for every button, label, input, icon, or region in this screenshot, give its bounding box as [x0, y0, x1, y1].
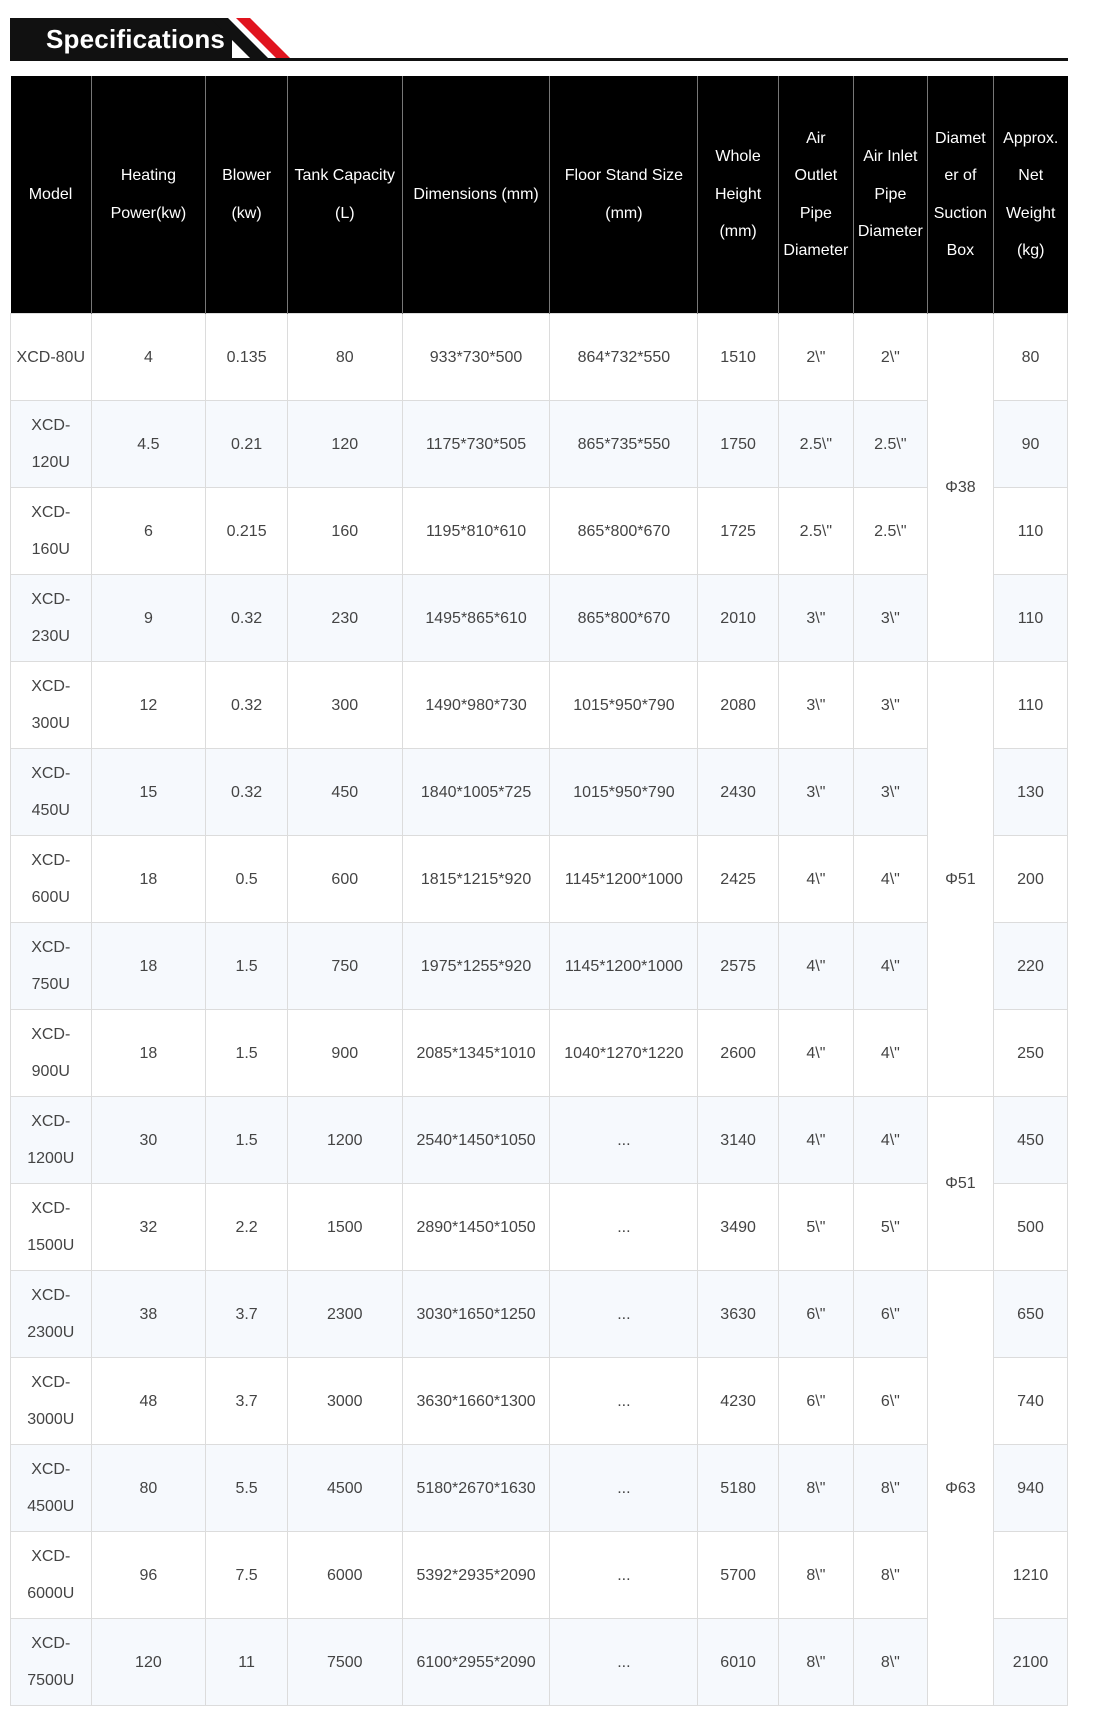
- air-inlet-cell: 4\": [853, 1097, 927, 1184]
- dimensions-cell: 933*730*500: [402, 314, 550, 401]
- whole-height-cell: 3490: [698, 1184, 779, 1271]
- tank-capacity-cell: 120: [287, 401, 402, 488]
- tank-capacity-cell: 4500: [287, 1445, 402, 1532]
- blower-cell: 11: [206, 1619, 288, 1706]
- heating-power-cell: 80: [91, 1445, 206, 1532]
- table-row: [11, 1271, 1068, 1358]
- blower-cell: 1.5: [206, 1010, 288, 1097]
- tank-capacity-cell: 600: [287, 836, 402, 923]
- column-header-whole-height: Whole Height (mm): [698, 76, 779, 314]
- dimensions-cell: 2540*1450*1050: [402, 1097, 550, 1184]
- table-row: [11, 1358, 1068, 1445]
- heating-power-cell: 120: [91, 1619, 206, 1706]
- heating-power-cell: 9: [91, 575, 206, 662]
- whole-height-cell: 2575: [698, 923, 779, 1010]
- air-inlet-cell: 3\": [853, 662, 927, 749]
- heating-power-cell: 30: [91, 1097, 206, 1184]
- air-outlet-cell: 8\": [778, 1619, 853, 1706]
- column-header-air-outlet: Air Outlet Pipe Diameter: [778, 76, 853, 314]
- net-weight-cell: 220: [993, 923, 1067, 1010]
- tank-capacity-cell: 3000: [287, 1358, 402, 1445]
- air-inlet-cell: 8\": [853, 1619, 927, 1706]
- blower-cell: 0.32: [206, 662, 288, 749]
- specifications-table: [10, 76, 1068, 1706]
- heating-power-cell: 96: [91, 1532, 206, 1619]
- floor-stand-cell: 1015*950*790: [550, 749, 698, 836]
- model-cell: XCD-900U: [11, 1010, 92, 1097]
- air-outlet-cell: 2\": [778, 314, 853, 401]
- heating-power-cell: 6: [91, 488, 206, 575]
- air-outlet-cell: 4\": [778, 923, 853, 1010]
- dimensions-cell: 1490*980*730: [402, 662, 550, 749]
- air-inlet-cell: 6\": [853, 1271, 927, 1358]
- whole-height-cell: 2430: [698, 749, 779, 836]
- blower-cell: 1.5: [206, 923, 288, 1010]
- air-inlet-cell: 2\": [853, 314, 927, 401]
- air-outlet-cell: 3\": [778, 662, 853, 749]
- whole-height-cell: 2600: [698, 1010, 779, 1097]
- specifications-header: [10, 18, 1068, 60]
- net-weight-cell: 200: [993, 836, 1067, 923]
- net-weight-cell: 650: [993, 1271, 1067, 1358]
- heating-power-cell: 32: [91, 1184, 206, 1271]
- whole-height-cell: 5180: [698, 1445, 779, 1532]
- air-inlet-cell: 4\": [853, 836, 927, 923]
- net-weight-cell: 500: [993, 1184, 1067, 1271]
- air-outlet-cell: 4\": [778, 836, 853, 923]
- model-cell: XCD-450U: [11, 749, 92, 836]
- column-header-heating-power: Heating Power(kw): [91, 76, 206, 314]
- air-inlet-cell: 3\": [853, 575, 927, 662]
- net-weight-cell: 130: [993, 749, 1067, 836]
- column-header-dimensions: Dimensions (mm): [402, 76, 550, 314]
- whole-height-cell: 1750: [698, 401, 779, 488]
- floor-stand-cell: 865*735*550: [550, 401, 698, 488]
- net-weight-cell: 450: [993, 1097, 1067, 1184]
- model-cell: XCD-600U: [11, 836, 92, 923]
- whole-height-cell: 2080: [698, 662, 779, 749]
- heating-power-cell: 18: [91, 836, 206, 923]
- tank-capacity-cell: 750: [287, 923, 402, 1010]
- tank-capacity-cell: 7500: [287, 1619, 402, 1706]
- table-row: [11, 488, 1068, 575]
- net-weight-cell: 90: [993, 401, 1067, 488]
- table-header-row: [11, 76, 1068, 314]
- air-outlet-cell: 6\": [778, 1358, 853, 1445]
- blower-cell: 7.5: [206, 1532, 288, 1619]
- dimensions-cell: 1815*1215*920: [402, 836, 550, 923]
- column-header-air-inlet: Air Inlet Pipe Diameter: [853, 76, 927, 314]
- whole-height-cell: 6010: [698, 1619, 779, 1706]
- table-row: [11, 401, 1068, 488]
- model-cell: XCD-160U: [11, 488, 92, 575]
- heating-power-cell: 18: [91, 923, 206, 1010]
- air-inlet-cell: 8\": [853, 1532, 927, 1619]
- section-tab: [10, 18, 232, 58]
- floor-stand-cell: ...: [550, 1358, 698, 1445]
- air-outlet-cell: 3\": [778, 575, 853, 662]
- model-cell: XCD-4500U: [11, 1445, 92, 1532]
- air-inlet-cell: 5\": [853, 1184, 927, 1271]
- whole-height-cell: 2425: [698, 836, 779, 923]
- column-header-model: Model: [11, 76, 92, 314]
- table-row: [11, 1619, 1068, 1706]
- dimensions-cell: 2890*1450*1050: [402, 1184, 550, 1271]
- suction-box-cell: Φ51: [927, 662, 993, 1097]
- blower-cell: 0.215: [206, 488, 288, 575]
- model-cell: XCD-230U: [11, 575, 92, 662]
- table-row: [11, 662, 1068, 749]
- whole-height-cell: 3140: [698, 1097, 779, 1184]
- table-row: [11, 575, 1068, 662]
- floor-stand-cell: 1040*1270*1220: [550, 1010, 698, 1097]
- model-cell: XCD-6000U: [11, 1532, 92, 1619]
- tank-capacity-cell: 2300: [287, 1271, 402, 1358]
- section-title: Specifications: [46, 24, 226, 54]
- blower-cell: 2.2: [206, 1184, 288, 1271]
- blower-cell: 0.135: [206, 314, 288, 401]
- floor-stand-cell: ...: [550, 1619, 698, 1706]
- model-cell: XCD-1500U: [11, 1184, 92, 1271]
- column-header-net-weight: Approx. Net Weight (kg): [993, 76, 1067, 314]
- floor-stand-cell: ...: [550, 1271, 698, 1358]
- blower-cell: 3.7: [206, 1271, 288, 1358]
- table-row: [11, 836, 1068, 923]
- air-outlet-cell: 2.5\": [778, 488, 853, 575]
- table-row: [11, 1097, 1068, 1184]
- whole-height-cell: 3630: [698, 1271, 779, 1358]
- tank-capacity-cell: 300: [287, 662, 402, 749]
- floor-stand-cell: 864*732*550: [550, 314, 698, 401]
- model-cell: XCD-120U: [11, 401, 92, 488]
- tank-capacity-cell: 1500: [287, 1184, 402, 1271]
- blower-cell: 1.5: [206, 1097, 288, 1184]
- floor-stand-cell: ...: [550, 1532, 698, 1619]
- tank-capacity-cell: 160: [287, 488, 402, 575]
- air-inlet-cell: 8\": [853, 1445, 927, 1532]
- air-outlet-cell: 4\": [778, 1097, 853, 1184]
- table-row: [11, 1184, 1068, 1271]
- heating-power-cell: 12: [91, 662, 206, 749]
- dimensions-cell: 5392*2935*2090: [402, 1532, 550, 1619]
- air-outlet-cell: 4\": [778, 1010, 853, 1097]
- air-inlet-cell: 4\": [853, 923, 927, 1010]
- whole-height-cell: 5700: [698, 1532, 779, 1619]
- air-outlet-cell: 5\": [778, 1184, 853, 1271]
- dimensions-cell: 3030*1650*1250: [402, 1271, 550, 1358]
- net-weight-cell: 2100: [993, 1619, 1067, 1706]
- tank-capacity-cell: 80: [287, 314, 402, 401]
- red-stripe-decoration: [210, 18, 310, 60]
- table-row: [11, 923, 1068, 1010]
- air-outlet-cell: 3\": [778, 749, 853, 836]
- floor-stand-cell: 1145*1200*1000: [550, 836, 698, 923]
- net-weight-cell: 110: [993, 488, 1067, 575]
- tank-capacity-cell: 1200: [287, 1097, 402, 1184]
- net-weight-cell: 740: [993, 1358, 1067, 1445]
- suction-box-cell: Φ38: [927, 314, 993, 662]
- air-inlet-cell: 6\": [853, 1358, 927, 1445]
- dimensions-cell: 5180*2670*1630: [402, 1445, 550, 1532]
- net-weight-cell: 940: [993, 1445, 1067, 1532]
- heating-power-cell: 48: [91, 1358, 206, 1445]
- air-outlet-cell: 8\": [778, 1532, 853, 1619]
- tank-capacity-cell: 450: [287, 749, 402, 836]
- net-weight-cell: 80: [993, 314, 1067, 401]
- whole-height-cell: 1725: [698, 488, 779, 575]
- heating-power-cell: 15: [91, 749, 206, 836]
- blower-cell: 0.32: [206, 749, 288, 836]
- blower-cell: 0.32: [206, 575, 288, 662]
- table-row: [11, 1532, 1068, 1619]
- tank-capacity-cell: 900: [287, 1010, 402, 1097]
- table-row: [11, 749, 1068, 836]
- blower-cell: 0.21: [206, 401, 288, 488]
- tank-capacity-cell: 230: [287, 575, 402, 662]
- air-outlet-cell: 8\": [778, 1445, 853, 1532]
- suction-box-cell: Φ51: [927, 1097, 993, 1271]
- column-header-floor-stand-size: Floor Stand Size (mm): [550, 76, 698, 314]
- model-cell: XCD-3000U: [11, 1358, 92, 1445]
- air-inlet-cell: 4\": [853, 1010, 927, 1097]
- model-cell: XCD-750U: [11, 923, 92, 1010]
- model-cell: XCD-300U: [11, 662, 92, 749]
- dimensions-cell: 6100*2955*2090: [402, 1619, 550, 1706]
- floor-stand-cell: 1015*950*790: [550, 662, 698, 749]
- dimensions-cell: 1175*730*505: [402, 401, 550, 488]
- net-weight-cell: 250: [993, 1010, 1067, 1097]
- dimensions-cell: 1195*810*610: [402, 488, 550, 575]
- floor-stand-cell: 865*800*670: [550, 488, 698, 575]
- model-cell: XCD-7500U: [11, 1619, 92, 1706]
- dimensions-cell: 3630*1660*1300: [402, 1358, 550, 1445]
- dimensions-cell: 1840*1005*725: [402, 749, 550, 836]
- heating-power-cell: 4.5: [91, 401, 206, 488]
- whole-height-cell: 1510: [698, 314, 779, 401]
- column-header-blower: Blower (kw): [206, 76, 288, 314]
- whole-height-cell: 4230: [698, 1358, 779, 1445]
- floor-stand-cell: 1145*1200*1000: [550, 923, 698, 1010]
- blower-cell: 0.5: [206, 836, 288, 923]
- model-cell: XCD-1200U: [11, 1097, 92, 1184]
- tank-capacity-cell: 6000: [287, 1532, 402, 1619]
- column-header-suction-box: Diameter of Suction Box: [927, 76, 993, 314]
- dimensions-cell: 1495*865*610: [402, 575, 550, 662]
- net-weight-cell: 110: [993, 662, 1067, 749]
- model-cell: XCD-80U: [11, 314, 92, 401]
- table-row: [11, 1445, 1068, 1532]
- heating-power-cell: 18: [91, 1010, 206, 1097]
- floor-stand-cell: ...: [550, 1184, 698, 1271]
- heating-power-cell: 38: [91, 1271, 206, 1358]
- heating-power-cell: 4: [91, 314, 206, 401]
- header-divider: [10, 58, 1068, 61]
- floor-stand-cell: ...: [550, 1445, 698, 1532]
- whole-height-cell: 2010: [698, 575, 779, 662]
- column-header-tank-capacity: Tank Capacity (L): [287, 76, 402, 314]
- air-outlet-cell: 6\": [778, 1271, 853, 1358]
- air-inlet-cell: 2.5\": [853, 401, 927, 488]
- air-inlet-cell: 3\": [853, 749, 927, 836]
- suction-box-cell: Φ63: [927, 1271, 993, 1706]
- dimensions-cell: 2085*1345*1010: [402, 1010, 550, 1097]
- dimensions-cell: 1975*1255*920: [402, 923, 550, 1010]
- table-row: [11, 1010, 1068, 1097]
- air-outlet-cell: 2.5\": [778, 401, 853, 488]
- floor-stand-cell: 865*800*670: [550, 575, 698, 662]
- model-cell: XCD-2300U: [11, 1271, 92, 1358]
- air-inlet-cell: 2.5\": [853, 488, 927, 575]
- blower-cell: 5.5: [206, 1445, 288, 1532]
- table-row: [11, 314, 1068, 401]
- blower-cell: 3.7: [206, 1358, 288, 1445]
- floor-stand-cell: ...: [550, 1097, 698, 1184]
- net-weight-cell: 1210: [993, 1532, 1067, 1619]
- net-weight-cell: 110: [993, 575, 1067, 662]
